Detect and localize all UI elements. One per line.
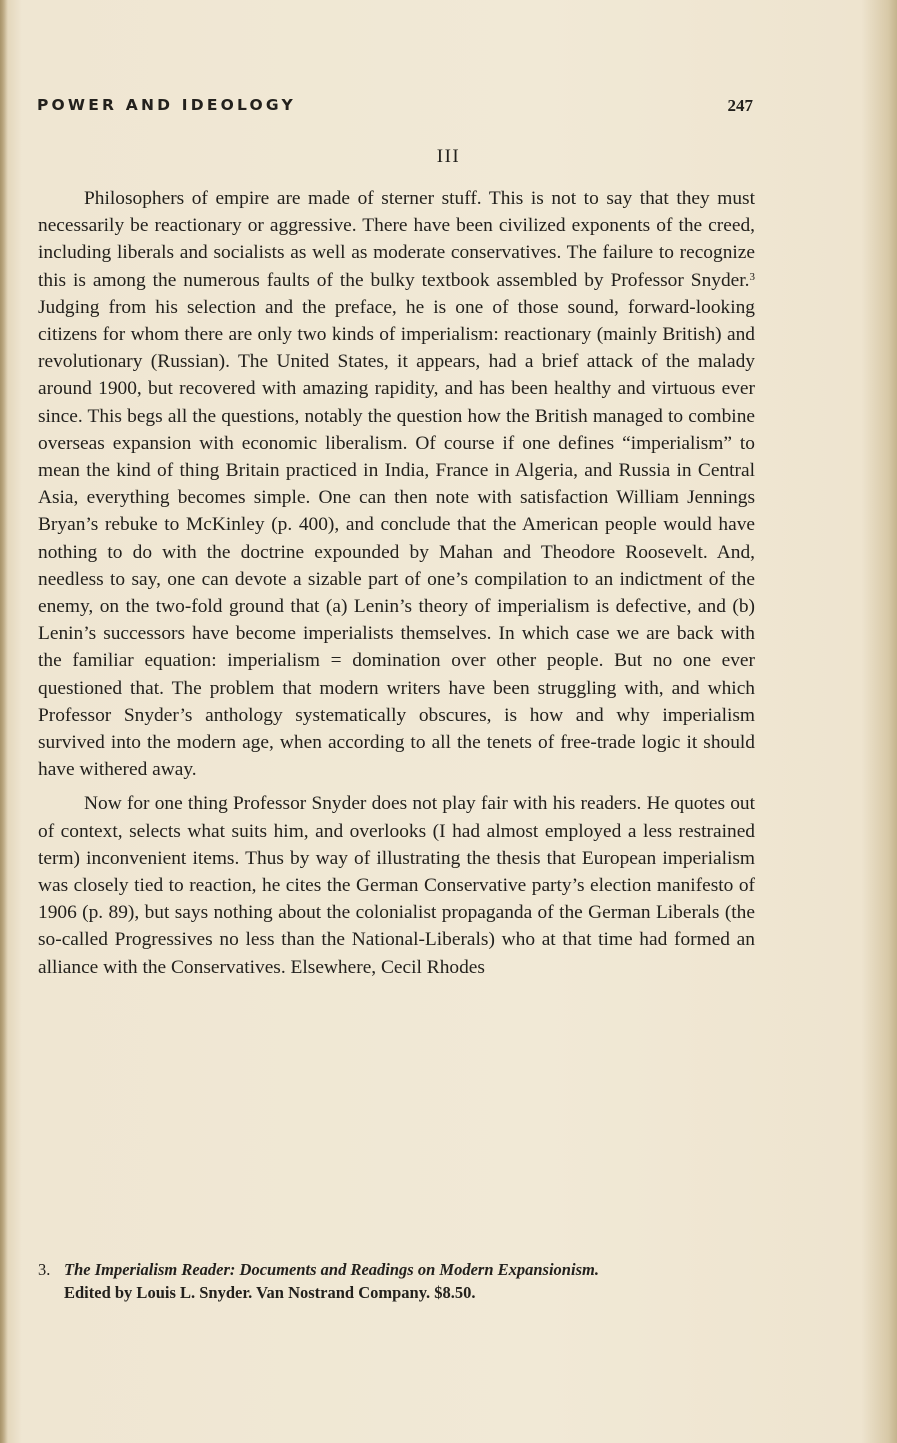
paragraph-1-text: Philosophers of empire are made of sterner stuff. This is not to say that they must necessarily be reactionary or aggressive. There have been civilized exponents of the creed, including liberals and socialists as well as moderate conservatives. The failure to recognize this is among the numerous faults of the bulky textbook assembled by Professor Snyder. [38,188,755,291]
page-header [37,96,753,120]
section-heading: III [436,146,461,167]
footnote-number: 3. [38,1260,51,1279]
running-head: POWER AND IDEOLOGY [37,96,296,114]
footnote-reference: 3 [749,270,755,283]
paragraph-2: Now for one thing Professor Snyder does not play fair with his readers. He quotes out of context, selects what suits him, and overlooks (I had almost employed a less restrained term) inconvenient items. Thus by way of illustrating the thesis that European imperialism was closely tied to reaction, he cites the German Conservative party’s election manifesto of 1906 (p. 89), but says nothing about the colonialist propaganda of the German Liberals (the so-called Progressives no less than the National-Liberals) who at that time had formed an alliance with the Conservatives. Elsewhere, Cecil Rhodes [38,793,755,978]
footnote-line-1 [38,1258,768,1281]
paragraph-1-continuation: Judging from his selection and the preface, he is one of those sound, forward-looking citizens for whom there are only two kinds of imperialism: reactionary (mainly British) and revolutionary (Russian). The United States, it appears, had a brief attack of the malady around 1900, but recovered with amazing rapidity, and has been healthy and virtuous ever since. This begs all the questions, notably the question how the British managed to combine overseas expansion with economic liberalism. Of course if one defines “imperialism” to mean the kind of thing Britain practiced in India, France in Algeria, and Russia in Central Asia, everything becomes simple. One can then note with satisfaction William Jennings Bryan’s rebuke to McKinley (p. 400), and conclude that the American people would have nothing to do with the doctrine expounded by Mahan and Theodore Roosevelt. And, needless to say, one can devote a sizable part of one’s compilation to an indictment of the enemy, on the two-fold ground that (a) Lenin’s theory of imperialism is defective, and (b) Lenin’s successors have become imperialists themselves. In which case we are back with the familiar equation: imperialism = domination over other people. But no one ever questioned that. The problem that modern writers have been struggling with, and which Professor Snyder’s anthology systematically obscures, is how and why imperialism survived into the modern age, when according to all the tenets of free-trade logic it should have withered away. [38,296,755,781]
footnote-details: Edited by Louis L. Snyder. Van Nostrand Company. $8.50. [64,1283,476,1302]
paragraph-1 [38,185,755,783]
footnote-title: The Imperialism Reader: Documents and Readings on Modern Expansionism. [64,1260,599,1279]
page-number: 247 [727,96,753,115]
body-text [38,185,755,981]
footnote [38,1258,768,1304]
binding-edge-shadow [0,0,8,1443]
